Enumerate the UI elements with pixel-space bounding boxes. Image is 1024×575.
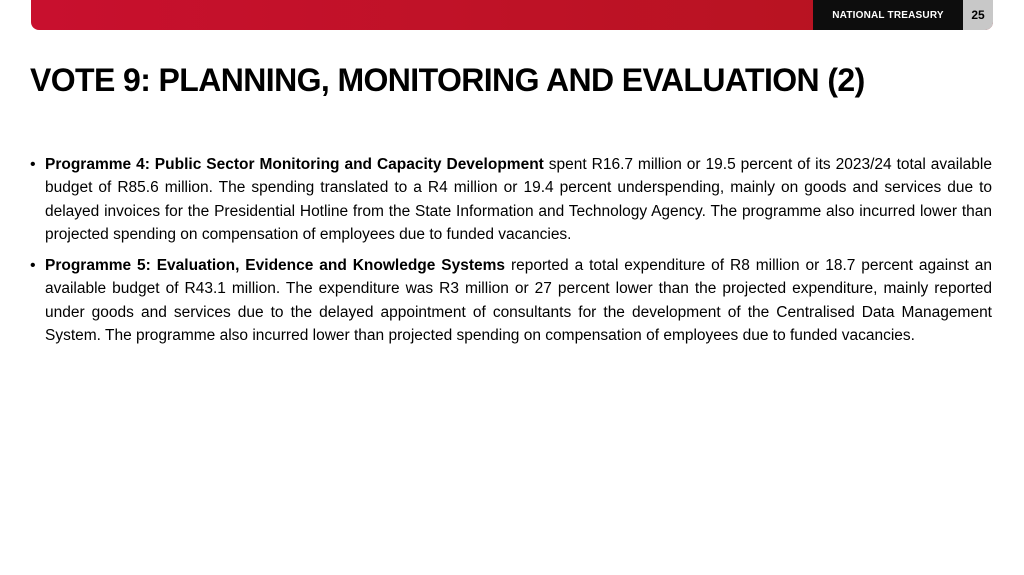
bullet-item-programme-4 (30, 153, 992, 246)
bullet-dot-icon: • (30, 257, 36, 275)
page-number: 25 (963, 0, 993, 30)
bullet-item-programme-5 (30, 254, 992, 347)
bullet-heading: Programme 5: Evaluation, Evidence and Knowledge Systems (45, 257, 506, 275)
slide-title: VOTE 9: PLANNING, MONITORING AND EVALUATION (2) (30, 62, 865, 98)
bullet-heading: Programme 4: Public Sector Monitoring and Capacity Development (45, 156, 544, 173)
bullet-text: spent R16.7 million or 19.5 percent of its 2023/24 total available budget of R85.6 million. The spending translated to a R4 million or 19.4 percent underspending, mainly on goods and services due to delayed invoices for the Presidential Hotline from the State Information and Technology Agency. The programme also incurred lower than projected spending on compensation of employees due to funded vacancies. (45, 156, 992, 243)
header-bar (31, 0, 993, 30)
bullet-text: reported a total expenditure of R8 million or 18.7 percent against an available budget of R43.1 million. The expenditure was R3 million or 27 percent lower than the projected expenditure, mainly reported under goods and services due to the delayed appointment of consultants for the development of the Centralised Data Management System. The programme also incurred lower than projected spending on compensation of employees due to funded vacancies. (45, 257, 992, 345)
bullet-list (30, 153, 992, 355)
brand-label: NATIONAL TREASURY (813, 0, 963, 30)
bullet-dot-icon: • (30, 156, 36, 173)
